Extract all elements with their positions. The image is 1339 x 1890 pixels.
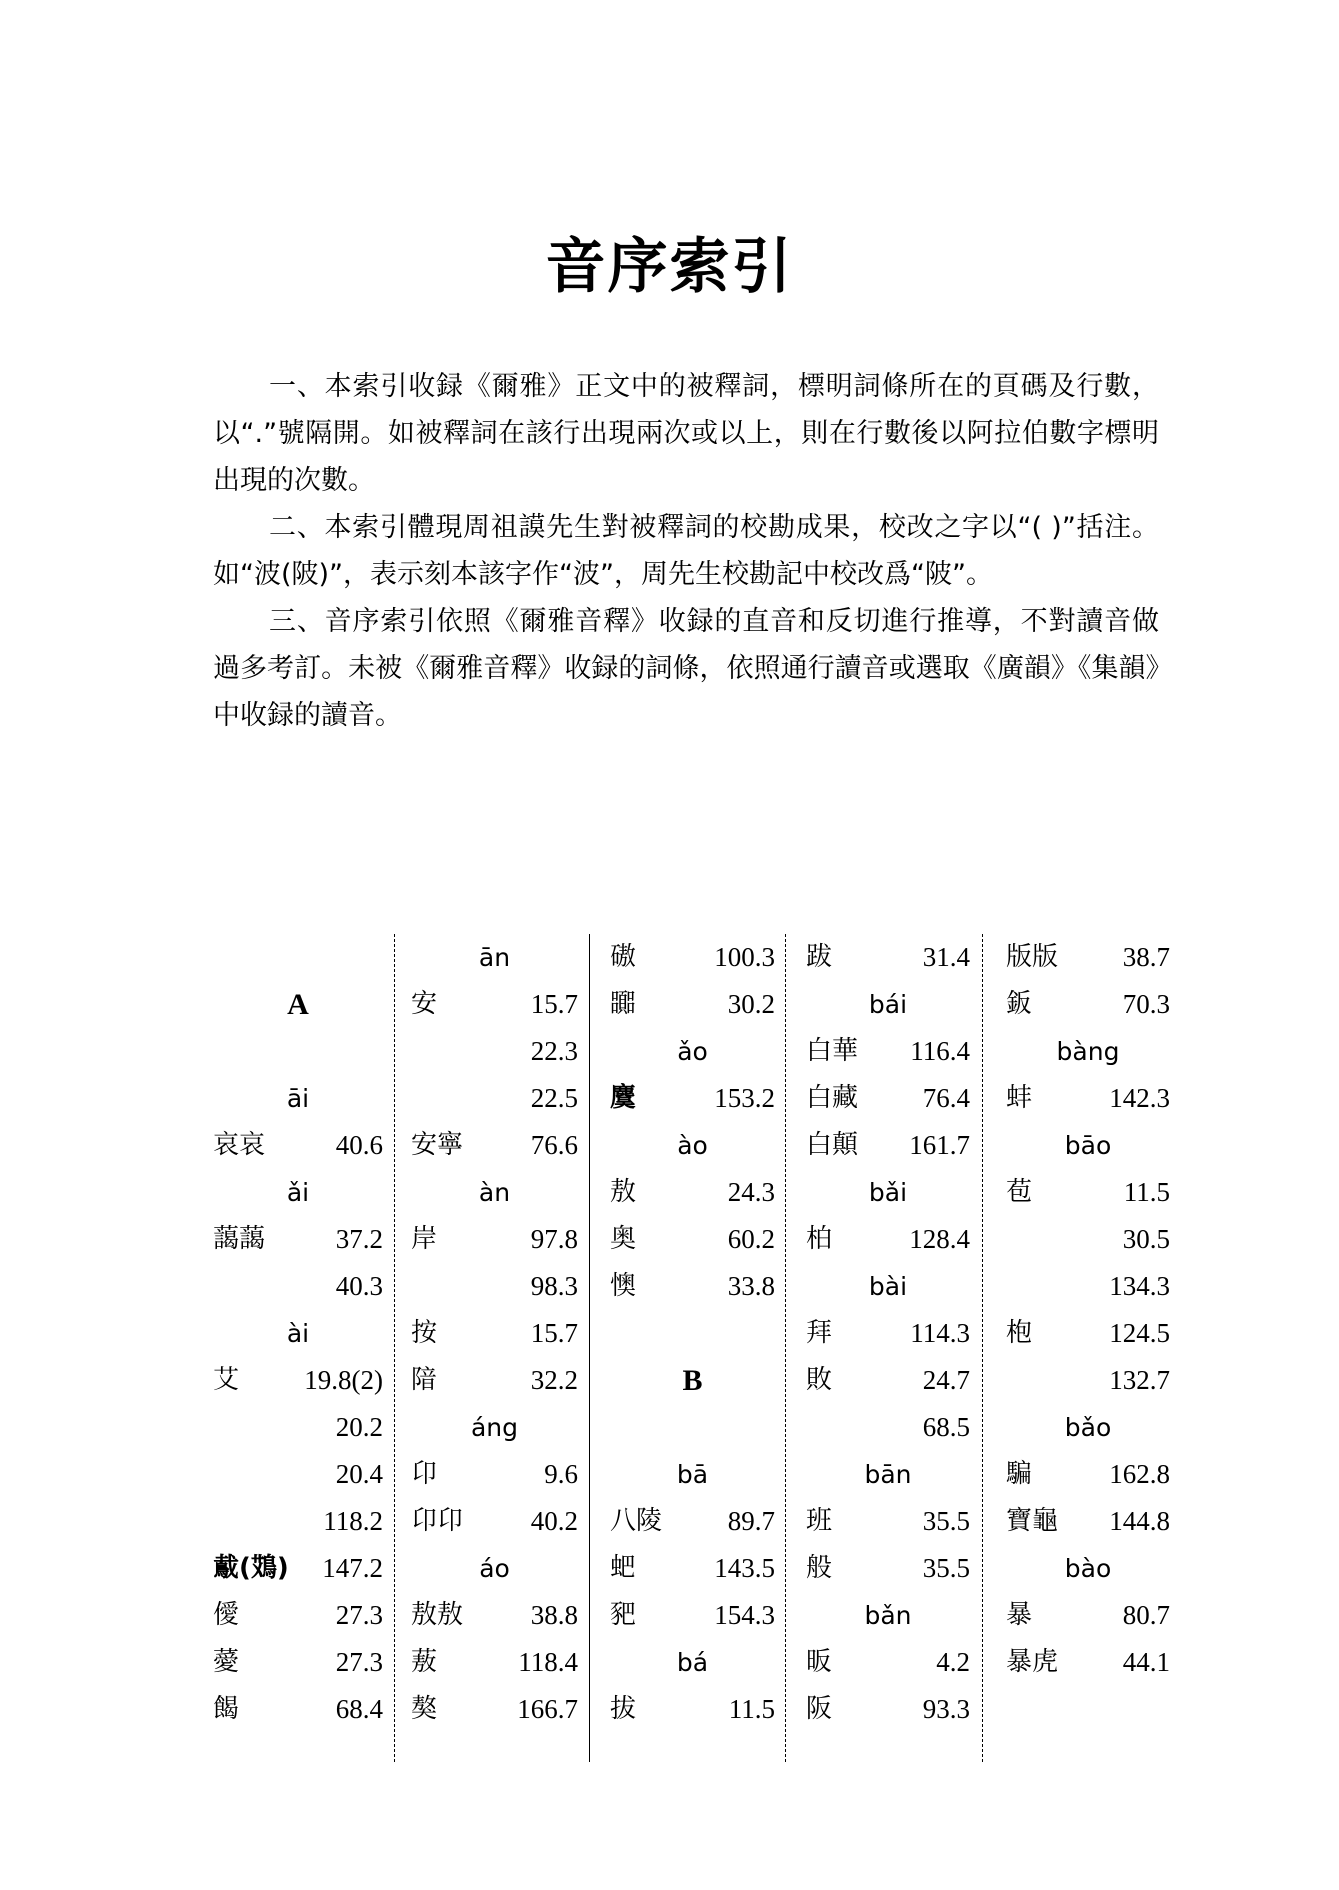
entry-page-line: 40.2 — [530, 1506, 578, 1536]
entry-page-line: 30.2 — [727, 989, 775, 1019]
entry-page-line: 19.8(2) — [304, 1365, 383, 1395]
index-entry — [213, 1545, 383, 1592]
entry-word: 版版 — [1006, 942, 1059, 972]
pinyin-heading: bàng — [1056, 1037, 1120, 1066]
section-letter: A — [287, 988, 309, 1021]
entry-word: 暴虎 — [1006, 1647, 1059, 1677]
entry-word: 白華 — [806, 1036, 859, 1066]
pinyin-heading: bǎo — [1064, 1413, 1112, 1442]
index-entry — [1006, 1263, 1170, 1310]
entry-word: 班 — [806, 1506, 833, 1536]
entry-page-line: 116.4 — [910, 1036, 970, 1066]
index-entry — [1006, 1451, 1170, 1498]
pinyin-heading: bá — [676, 1648, 709, 1677]
entry-word: 寶龜 — [1006, 1506, 1059, 1536]
entry-word: 哀哀 — [213, 1130, 266, 1160]
entry-word: 嚻 — [610, 989, 637, 1019]
index-entry — [610, 934, 775, 981]
entry-page-line: 22.3 — [530, 1036, 578, 1066]
index-entry — [411, 1216, 578, 1263]
entry-word: 暴 — [1006, 1600, 1033, 1630]
index-entry — [806, 1686, 970, 1733]
index-column-2 — [411, 934, 578, 1764]
entry-word: 麌 — [610, 1083, 637, 1113]
index-entry — [1006, 981, 1170, 1028]
entry-page-line: 35.5 — [922, 1506, 970, 1536]
index-entry — [1006, 1075, 1170, 1122]
entry-page-line: 97.8 — [530, 1224, 578, 1254]
pinyin-heading: bǎi — [868, 1178, 908, 1207]
index-entry — [1006, 1310, 1170, 1357]
entry-page-line: 80.7 — [1122, 1600, 1170, 1630]
entry-word: 跋 — [806, 942, 833, 972]
index-entry — [806, 1357, 970, 1404]
index-entry — [806, 934, 970, 981]
index-entry — [1006, 934, 1170, 981]
entry-page-line: 93.3 — [922, 1694, 970, 1724]
pinyin-heading: bā — [676, 1460, 709, 1489]
entry-word: 昄 — [806, 1647, 833, 1677]
entry-page-line: 4.2 — [936, 1647, 970, 1677]
entry-page-line: 114.3 — [910, 1318, 970, 1348]
entry-page-line: 20.4 — [335, 1459, 383, 1489]
blank-row — [213, 934, 383, 981]
entry-page-line: 68.5 — [922, 1412, 970, 1442]
index-entry — [1006, 1216, 1170, 1263]
entry-word: 按 — [411, 1318, 438, 1348]
entry-page-line: 128.4 — [909, 1224, 970, 1254]
entry-page-line: 70.3 — [1122, 989, 1170, 1019]
entry-page-line: 161.7 — [909, 1130, 970, 1160]
intro-paragraph-3: 三、音序索引依照《爾雅音釋》收録的直音和反切進行推導，不對讀音做過多考訂。未被《爾雅音釋》收録的詞條，依照通行讀音或選取《廣韻》《集韻》中收録的讀音。 — [213, 606, 1159, 731]
pinyin-heading: ān — [478, 943, 511, 972]
index-column-3 — [610, 934, 775, 1764]
entry-word: 敖 — [610, 1177, 637, 1207]
entry-page-line: 153.2 — [714, 1083, 775, 1113]
entry-word: 懊 — [610, 1271, 637, 1301]
index-entry — [213, 1122, 383, 1169]
entry-page-line: 154.3 — [714, 1600, 775, 1630]
entry-word: 磝 — [610, 942, 637, 972]
index-entry — [610, 1216, 775, 1263]
entry-word: 拜 — [806, 1318, 833, 1348]
entry-page-line: 27.3 — [335, 1600, 383, 1630]
entry-page-line: 118.2 — [323, 1506, 383, 1536]
entry-page-line: 24.7 — [922, 1365, 970, 1395]
entry-word: 蚆 — [610, 1553, 637, 1583]
pinyin-heading: bān — [864, 1460, 912, 1489]
intro-paragraph-2: 二、本索引體現周祖謨先生對被釋詞的校勘成果，校改之字以“( )”括注。如“波(陂)”，表示刻本該字作“波”，周先生校勘記中校改爲“陂”。 — [213, 512, 1159, 590]
index-column-1 — [213, 934, 383, 1764]
intro-paragraph-1: 一、本索引收録《爾雅》正文中的被釋詞，標明詞條所在的頁碼及行數，以“.”號隔開。如被釋詞在該行出現兩次或以上，則在行數後以阿拉伯數字標明出現的次數。 — [213, 371, 1159, 496]
entry-page-line: 38.7 — [1122, 942, 1170, 972]
entry-page-line: 118.4 — [518, 1647, 578, 1677]
entry-page-line: 27.3 — [335, 1647, 383, 1677]
entry-page-line: 68.4 — [335, 1694, 383, 1724]
entry-word: 艾 — [213, 1365, 240, 1395]
pinyin-heading: bào — [1064, 1554, 1112, 1583]
index-entry — [806, 1075, 970, 1122]
entry-page-line: 76.4 — [922, 1083, 970, 1113]
entry-word: 苞 — [1006, 1177, 1033, 1207]
entry-page-line: 143.5 — [714, 1553, 775, 1583]
index-entry — [610, 1686, 775, 1733]
pinyin-heading: āi — [286, 1084, 310, 1113]
entry-word: 藹藹 — [213, 1224, 266, 1254]
entry-word: 蔜 — [411, 1647, 438, 1677]
index-entry — [806, 1310, 970, 1357]
index-entry — [1006, 1498, 1170, 1545]
index-entry — [806, 1498, 970, 1545]
entry-word: 八陵 — [610, 1506, 663, 1536]
index-entry — [411, 1310, 578, 1357]
entry-page-line: 162.8 — [1109, 1459, 1170, 1489]
entry-page-line: 100.3 — [714, 942, 775, 972]
pinyin-heading: ào — [677, 1131, 708, 1160]
index-entry — [1006, 1639, 1170, 1686]
entry-page-line: 20.2 — [335, 1412, 383, 1442]
entry-word: 䳒(鴱) — [213, 1553, 289, 1583]
entry-page-line: 37.2 — [335, 1224, 383, 1254]
entry-word: 白顛 — [806, 1130, 859, 1160]
entry-word: 卬 — [411, 1459, 438, 1489]
entry-page-line: 35.5 — [922, 1553, 970, 1583]
index-entry — [806, 1404, 970, 1451]
blank-row — [213, 1028, 383, 1075]
entry-word: 岸 — [411, 1224, 438, 1254]
entry-word: 敖敖 — [411, 1600, 464, 1630]
entry-word: 卬卬 — [411, 1506, 464, 1536]
entry-word: 僾 — [213, 1600, 240, 1630]
index-entry — [411, 1451, 578, 1498]
entry-page-line: 144.8 — [1109, 1506, 1170, 1536]
entry-page-line: 40.6 — [335, 1130, 383, 1160]
index-entry — [411, 1686, 578, 1733]
index-column-4 — [806, 934, 970, 1764]
pinyin-heading: ǎo — [677, 1037, 708, 1066]
index-entry — [610, 981, 775, 1028]
entry-page-line: 9.6 — [544, 1459, 578, 1489]
entry-page-line: 32.2 — [530, 1365, 578, 1395]
entry-page-line: 30.5 — [1122, 1224, 1170, 1254]
entry-word: 拔 — [610, 1694, 637, 1724]
entry-word: 獒 — [411, 1694, 438, 1724]
pinyin-heading: áng — [470, 1413, 519, 1442]
entry-word: 鈑 — [1006, 989, 1033, 1019]
entry-page-line: 33.8 — [727, 1271, 775, 1301]
entry-word: 柏 — [806, 1224, 833, 1254]
index-entry — [610, 1498, 775, 1545]
entry-word: 薆 — [213, 1647, 240, 1677]
entry-word: 般 — [806, 1553, 833, 1583]
entry-page-line: 76.6 — [530, 1130, 578, 1160]
index-entry — [213, 1498, 383, 1545]
index-entry — [411, 1263, 578, 1310]
entry-page-line: 134.3 — [1109, 1271, 1170, 1301]
entry-word: 白藏 — [806, 1083, 859, 1113]
index-entry — [411, 1122, 578, 1169]
pinyin-heading: bái — [868, 990, 908, 1019]
index-entry — [806, 1028, 970, 1075]
index-column-5 — [1006, 934, 1170, 1764]
index-entry — [610, 1075, 775, 1122]
index-entry — [411, 1639, 578, 1686]
index-entry — [213, 1216, 383, 1263]
entry-word: 敗 — [806, 1365, 833, 1395]
pinyin-heading: bài — [868, 1272, 908, 1301]
index-entry — [1006, 1169, 1170, 1216]
entry-page-line: 22.5 — [530, 1083, 578, 1113]
pinyin-heading: ài — [286, 1319, 310, 1348]
page-title: 音序索引 — [545, 232, 794, 302]
index-entry — [411, 1592, 578, 1639]
entry-word: 隌 — [411, 1365, 438, 1395]
pinyin-index-table — [0, 934, 1339, 1764]
pinyin-heading: ǎi — [286, 1178, 310, 1207]
entry-page-line: 15.7 — [530, 989, 578, 1019]
entry-page-line: 124.5 — [1109, 1318, 1170, 1348]
entry-word: 餲 — [213, 1694, 240, 1724]
entry-word: 安 — [411, 989, 438, 1019]
index-entry — [1006, 1357, 1170, 1404]
blank-row — [610, 1404, 775, 1451]
index-entry — [213, 1592, 383, 1639]
index-entry — [411, 981, 578, 1028]
entry-page-line: 89.7 — [727, 1506, 775, 1536]
index-entry — [213, 1357, 383, 1404]
index-entry — [411, 1075, 578, 1122]
index-entry — [411, 1498, 578, 1545]
entry-page-line: 98.3 — [530, 1271, 578, 1301]
entry-word: 阪 — [806, 1694, 833, 1724]
entry-page-line: 40.3 — [335, 1271, 383, 1301]
index-entry — [411, 1028, 578, 1075]
entry-page-line: 24.3 — [727, 1177, 775, 1207]
entry-word: 蚌 — [1006, 1083, 1033, 1113]
entry-word: 奥 — [610, 1224, 637, 1254]
index-entry — [610, 1545, 775, 1592]
index-entry — [610, 1592, 775, 1639]
pinyin-heading: bǎn — [864, 1601, 912, 1630]
intro-notes — [213, 363, 1159, 739]
entry-word: 枹 — [1006, 1318, 1033, 1348]
index-entry — [1006, 1592, 1170, 1639]
pinyin-heading: áo — [479, 1554, 510, 1583]
index-entry — [610, 1263, 775, 1310]
pinyin-heading: àn — [478, 1178, 511, 1207]
index-entry — [213, 1639, 383, 1686]
index-entry — [213, 1404, 383, 1451]
section-letter: B — [682, 1364, 703, 1397]
entry-page-line: 142.3 — [1109, 1083, 1170, 1113]
entry-word: 騙 — [1006, 1459, 1033, 1489]
entry-page-line: 132.7 — [1109, 1365, 1170, 1395]
entry-word: 豝 — [610, 1600, 637, 1630]
entry-page-line: 11.5 — [1123, 1177, 1170, 1207]
entry-page-line: 147.2 — [322, 1553, 383, 1583]
index-entry — [213, 1451, 383, 1498]
index-entry — [213, 1263, 383, 1310]
entry-page-line: 38.8 — [530, 1600, 578, 1630]
entry-page-line: 60.2 — [727, 1224, 775, 1254]
entry-page-line: 11.5 — [728, 1694, 775, 1724]
index-entry — [411, 1357, 578, 1404]
index-entry — [213, 1686, 383, 1733]
entry-page-line: 31.4 — [922, 942, 970, 972]
entry-page-line: 15.7 — [530, 1318, 578, 1348]
index-entry — [806, 1639, 970, 1686]
pinyin-heading: bāo — [1064, 1131, 1112, 1160]
blank-row — [610, 1310, 775, 1357]
entry-page-line: 44.1 — [1122, 1647, 1170, 1677]
index-entry — [806, 1122, 970, 1169]
index-entry — [806, 1545, 970, 1592]
index-entry — [610, 1169, 775, 1216]
entry-page-line: 166.7 — [517, 1694, 578, 1724]
entry-word: 安寧 — [411, 1130, 464, 1160]
index-entry — [806, 1216, 970, 1263]
